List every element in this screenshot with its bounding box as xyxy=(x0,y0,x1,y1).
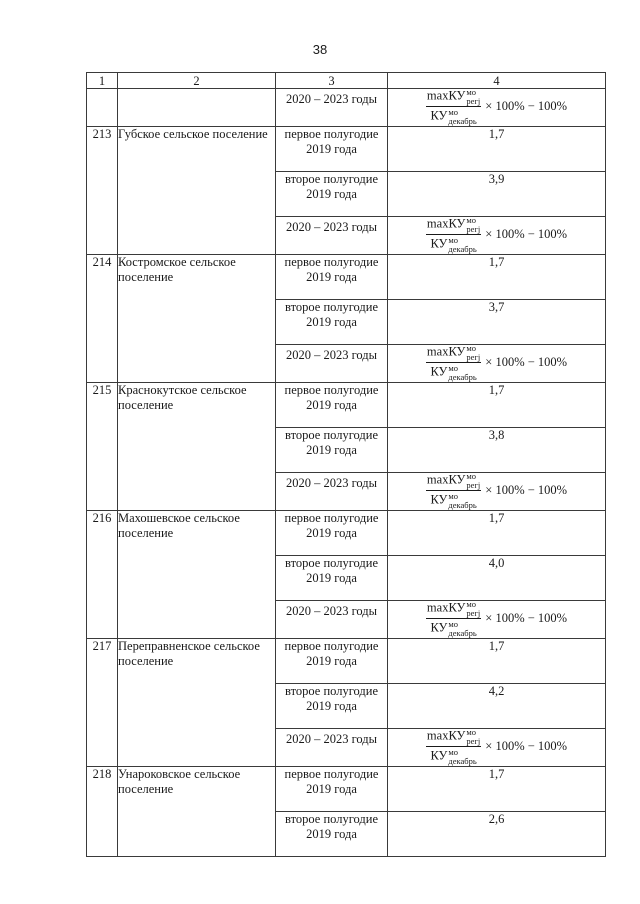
formula-fraction xyxy=(426,88,481,125)
formula-fraction xyxy=(426,216,481,253)
formula-numerator: maxКУ мо регj xyxy=(426,342,481,362)
header-col-4: 4 xyxy=(388,73,606,89)
continuation-period: 2020 – 2023 годы xyxy=(276,89,388,127)
settlement-name: Краснокутское сельское поселение xyxy=(118,383,276,511)
settlement-row xyxy=(87,767,606,812)
formula-cell xyxy=(388,214,606,255)
formula-fraction xyxy=(426,472,481,509)
settlement-name: Губское сельское поселение xyxy=(118,127,276,255)
formula-denominator: КУ мо декабрь xyxy=(430,746,477,766)
row-number: 215 xyxy=(87,383,118,511)
header-col-2: 2 xyxy=(118,73,276,89)
settlement-name: Переправненское сельское поселение xyxy=(118,639,276,767)
row-number: 214 xyxy=(87,255,118,383)
formula-numerator: maxКУ мо регj xyxy=(426,726,481,746)
settlement-name: Костромское сельское поселение xyxy=(118,255,276,383)
formula xyxy=(388,598,605,638)
formula-multiplier: × 100% − 100% xyxy=(485,354,568,369)
period-second-half: второе полугодие 2019 года xyxy=(276,172,388,217)
formula-multiplier: × 100% − 100% xyxy=(485,226,568,241)
formula-cell xyxy=(388,470,606,511)
period-years: 2020 – 2023 годы xyxy=(276,601,388,639)
continuation-number-cell xyxy=(87,89,118,127)
value-second-half: 3,8 xyxy=(388,428,606,473)
formula xyxy=(388,342,605,382)
formula-fraction xyxy=(426,344,481,381)
formula-multiplier: × 100% − 100% xyxy=(485,738,568,753)
period-second-half: второе полугодие 2019 года xyxy=(276,684,388,729)
period-first-half: первое полугодие 2019 года xyxy=(276,383,388,428)
formula-multiplier: × 100% − 100% xyxy=(485,482,568,497)
continuation-name-cell xyxy=(118,89,276,127)
value-first-half: 1,7 xyxy=(388,511,606,556)
period-first-half: первое полугодие 2019 года xyxy=(276,127,388,172)
value-second-half: 3,7 xyxy=(388,300,606,345)
settlement-row xyxy=(87,383,606,428)
formula xyxy=(388,726,605,766)
period-first-half: первое полугодие 2019 года xyxy=(276,255,388,300)
tariff-table xyxy=(86,72,606,857)
formula-cell xyxy=(388,598,606,639)
value-second-half: 4,0 xyxy=(388,556,606,601)
period-second-half: второе полугодие 2019 года xyxy=(276,428,388,473)
formula-numerator: maxКУ мо регj xyxy=(426,214,481,234)
formula-fraction xyxy=(426,728,481,765)
formula xyxy=(388,214,605,254)
formula-multiplier: × 100% − 100% xyxy=(485,98,568,113)
formula xyxy=(388,470,605,510)
value-first-half: 1,7 xyxy=(388,767,606,812)
value-second-half: 4,2 xyxy=(388,684,606,729)
page-number: 38 xyxy=(312,42,328,57)
formula-cell xyxy=(388,726,606,767)
header-col-1: 1 xyxy=(87,73,118,89)
value-second-half: 3,9 xyxy=(388,172,606,217)
value-second-half: 2,6 xyxy=(388,812,606,857)
period-second-half: второе полугодие 2019 года xyxy=(276,300,388,345)
row-number: 218 xyxy=(87,767,118,857)
period-second-half: второе полугодие 2019 года xyxy=(276,812,388,857)
header-col-3: 3 xyxy=(276,73,388,89)
value-first-half: 1,7 xyxy=(388,255,606,300)
value-first-half: 1,7 xyxy=(388,639,606,684)
period-years: 2020 – 2023 годы xyxy=(276,345,388,383)
settlement-row xyxy=(87,127,606,172)
header-row xyxy=(87,73,606,89)
formula-denominator: КУ мо декабрь xyxy=(430,362,477,382)
value-first-half: 1,7 xyxy=(388,383,606,428)
value-first-half: 1,7 xyxy=(388,127,606,172)
formula-numerator: maxКУ мо регj xyxy=(426,470,481,490)
period-years: 2020 – 2023 годы xyxy=(276,217,388,255)
formula-denominator: КУ мо декабрь xyxy=(430,234,477,254)
settlement-name: Унароковское сельское поселение xyxy=(118,767,276,857)
row-number: 217 xyxy=(87,639,118,767)
continuation-row xyxy=(87,89,606,127)
period-first-half: первое полугодие 2019 года xyxy=(276,639,388,684)
settlement-row xyxy=(87,511,606,556)
formula-cell xyxy=(388,86,606,127)
period-first-half: первое полугодие 2019 года xyxy=(276,767,388,812)
formula-fraction xyxy=(426,600,481,637)
row-number: 216 xyxy=(87,511,118,639)
formula-numerator: maxКУ мо регj xyxy=(426,86,481,106)
period-first-half: первое полугодие 2019 года xyxy=(276,511,388,556)
settlement-name: Махошевское сельское поселение xyxy=(118,511,276,639)
formula-denominator: КУ мо декабрь xyxy=(430,106,477,126)
formula-cell xyxy=(388,342,606,383)
formula-numerator: maxКУ мо регj xyxy=(426,598,481,618)
formula-denominator: КУ мо декабрь xyxy=(430,490,477,510)
period-years: 2020 – 2023 годы xyxy=(276,729,388,767)
row-number: 213 xyxy=(87,127,118,255)
settlement-row xyxy=(87,255,606,300)
period-years: 2020 – 2023 годы xyxy=(276,473,388,511)
formula-denominator: КУ мо декабрь xyxy=(430,618,477,638)
formula xyxy=(388,86,605,126)
period-second-half: второе полугодие 2019 года xyxy=(276,556,388,601)
formula-multiplier: × 100% − 100% xyxy=(485,610,568,625)
settlement-row xyxy=(87,639,606,684)
